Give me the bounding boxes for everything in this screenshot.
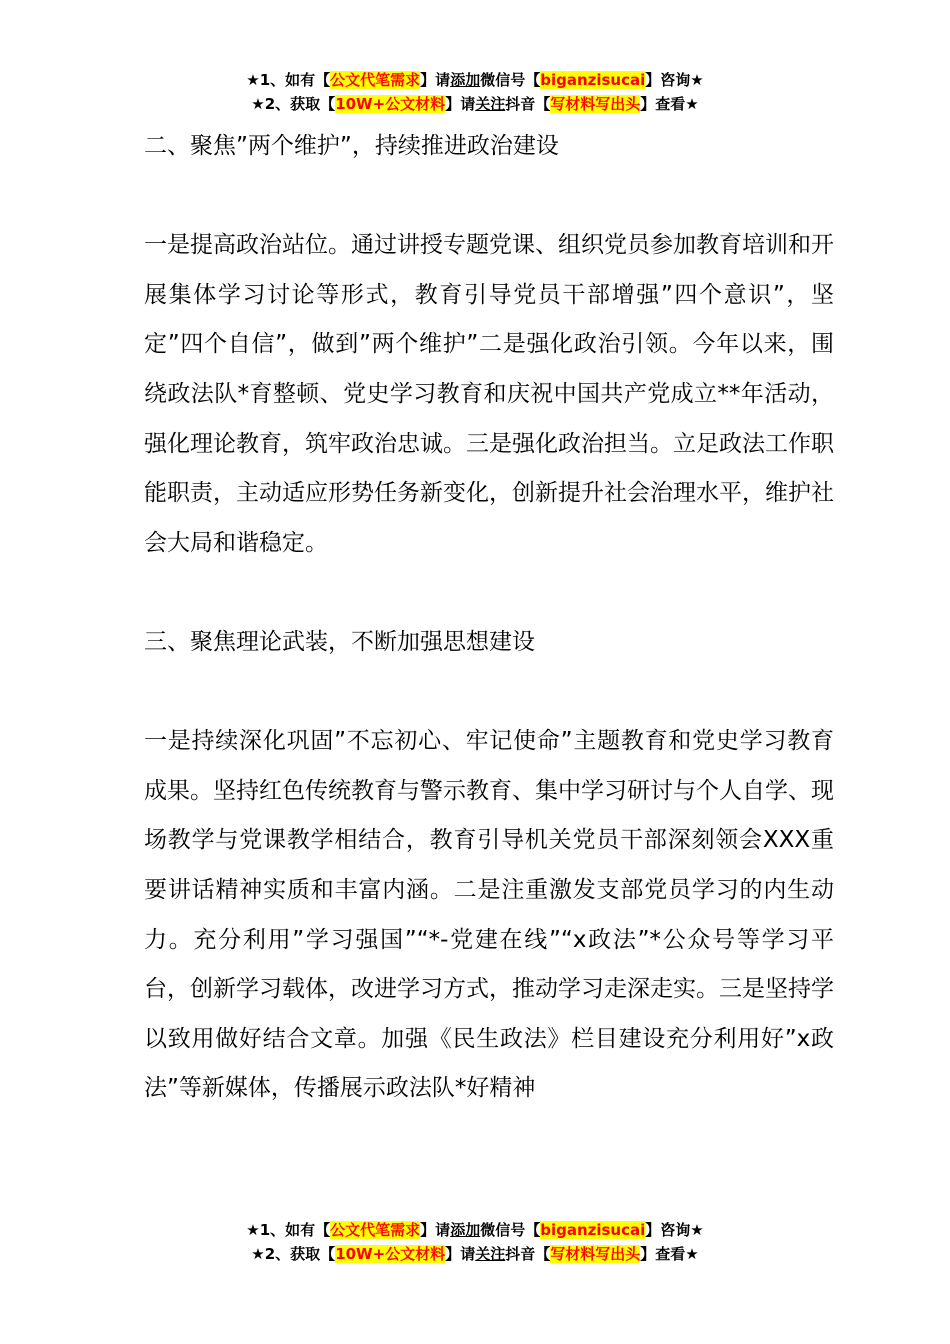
promo-highlight: 写材料写出头 xyxy=(550,95,641,113)
promo-text: 】咨询★ xyxy=(645,71,704,89)
promo-text: ★1、如有【 xyxy=(246,71,331,89)
promo-text: 微信号【 xyxy=(480,1221,541,1239)
promo-highlight: 公文代笔需求 xyxy=(330,1221,421,1239)
paragraph-spacer xyxy=(144,172,834,222)
promo-text: 】咨询★ xyxy=(645,1221,704,1239)
promo-line-1 xyxy=(0,68,950,92)
promo-text: 】请 xyxy=(445,1245,476,1263)
promo-highlight: 10W+公文材料 xyxy=(335,95,446,113)
promo-underlined-text: 关注 xyxy=(475,1245,506,1263)
promo-text: 抖音【 xyxy=(505,95,551,113)
promo-text: 微信号【 xyxy=(480,71,541,89)
promo-highlight: 写材料写出头 xyxy=(550,1245,641,1263)
promo-text: 】查看★ xyxy=(640,1245,699,1263)
section-paragraph-2: 一是提高政治站位。通过讲授专题党课、组织党员参加教育培训和开展集体学习讨论等形式，教育引导党员干部增强”四个意识”，坚定”四个自信”，做到”两个维护”二是强化政治引领。今年以来，围绕政法队*育整顿、党史学习教育和庆祝中国共产党成立**年活动，强化理论教育，筑牢政治忠诚。三是强化政治担当。立足政法工作职能职责，主动适应形势任务新变化，创新提升社会治理水平，维护社会大局和谐稳定。 xyxy=(144,232,834,556)
promo-highlight: 公文代笔需求 xyxy=(330,71,421,89)
section-paragraph-3: 一是持续深化巩固”不忘初心、牢记使命”主题教育和党史学习教育成果。坚持红色传统教育与警示教育、集中学习研讨与个人自学、现场教学与党课教学相结合，教育引导机关党员干部深刻领会XXX重要讲话精神实质和丰富内涵。二是注重激发支部党员学习的内生动力。充分利用”学习强国”“*-党建在线”“x政法”*公众号等学习平台，创新学习载体，改进学习方式，推动学习走深走实。三是坚持学以致用做好结合文章。加强《民生政法》栏目建设充分利用好”x政法”等新媒体，传播展示政法队*好精神 xyxy=(144,728,834,1102)
promo-line-1 xyxy=(0,1218,950,1242)
document-body xyxy=(144,122,834,1114)
promo-text: ★2、获取【 xyxy=(251,1245,336,1263)
paragraph-spacer xyxy=(144,568,834,618)
promo-text: 】请 xyxy=(445,95,476,113)
promo-text: 】请 xyxy=(420,71,451,89)
promo-underlined-text: 关注 xyxy=(475,95,506,113)
top-promo-banner xyxy=(0,68,950,116)
promo-highlight: biganzisucai xyxy=(540,1221,646,1239)
promo-text: 】查看★ xyxy=(640,95,699,113)
promo-underlined-text: 添加 xyxy=(450,1221,481,1239)
section-heading-3: 三、聚焦理论武装，不断加强思想建设 xyxy=(144,628,535,655)
promo-line-2 xyxy=(0,1242,950,1266)
promo-line-2 xyxy=(0,92,950,116)
paragraph-spacer xyxy=(144,668,834,718)
promo-highlight: biganzisucai xyxy=(540,71,646,89)
promo-text: ★1、如有【 xyxy=(246,1221,331,1239)
promo-text: ★2、获取【 xyxy=(251,95,336,113)
section-heading-2: 二、聚焦”两个维护”，持续推进政治建设 xyxy=(144,133,559,159)
promo-text: 】请 xyxy=(420,1221,451,1239)
promo-highlight: 10W+公文材料 xyxy=(335,1245,446,1263)
bottom-promo-banner xyxy=(0,1218,950,1266)
promo-underlined-text: 添加 xyxy=(450,71,481,89)
promo-text: 抖音【 xyxy=(505,1245,551,1263)
